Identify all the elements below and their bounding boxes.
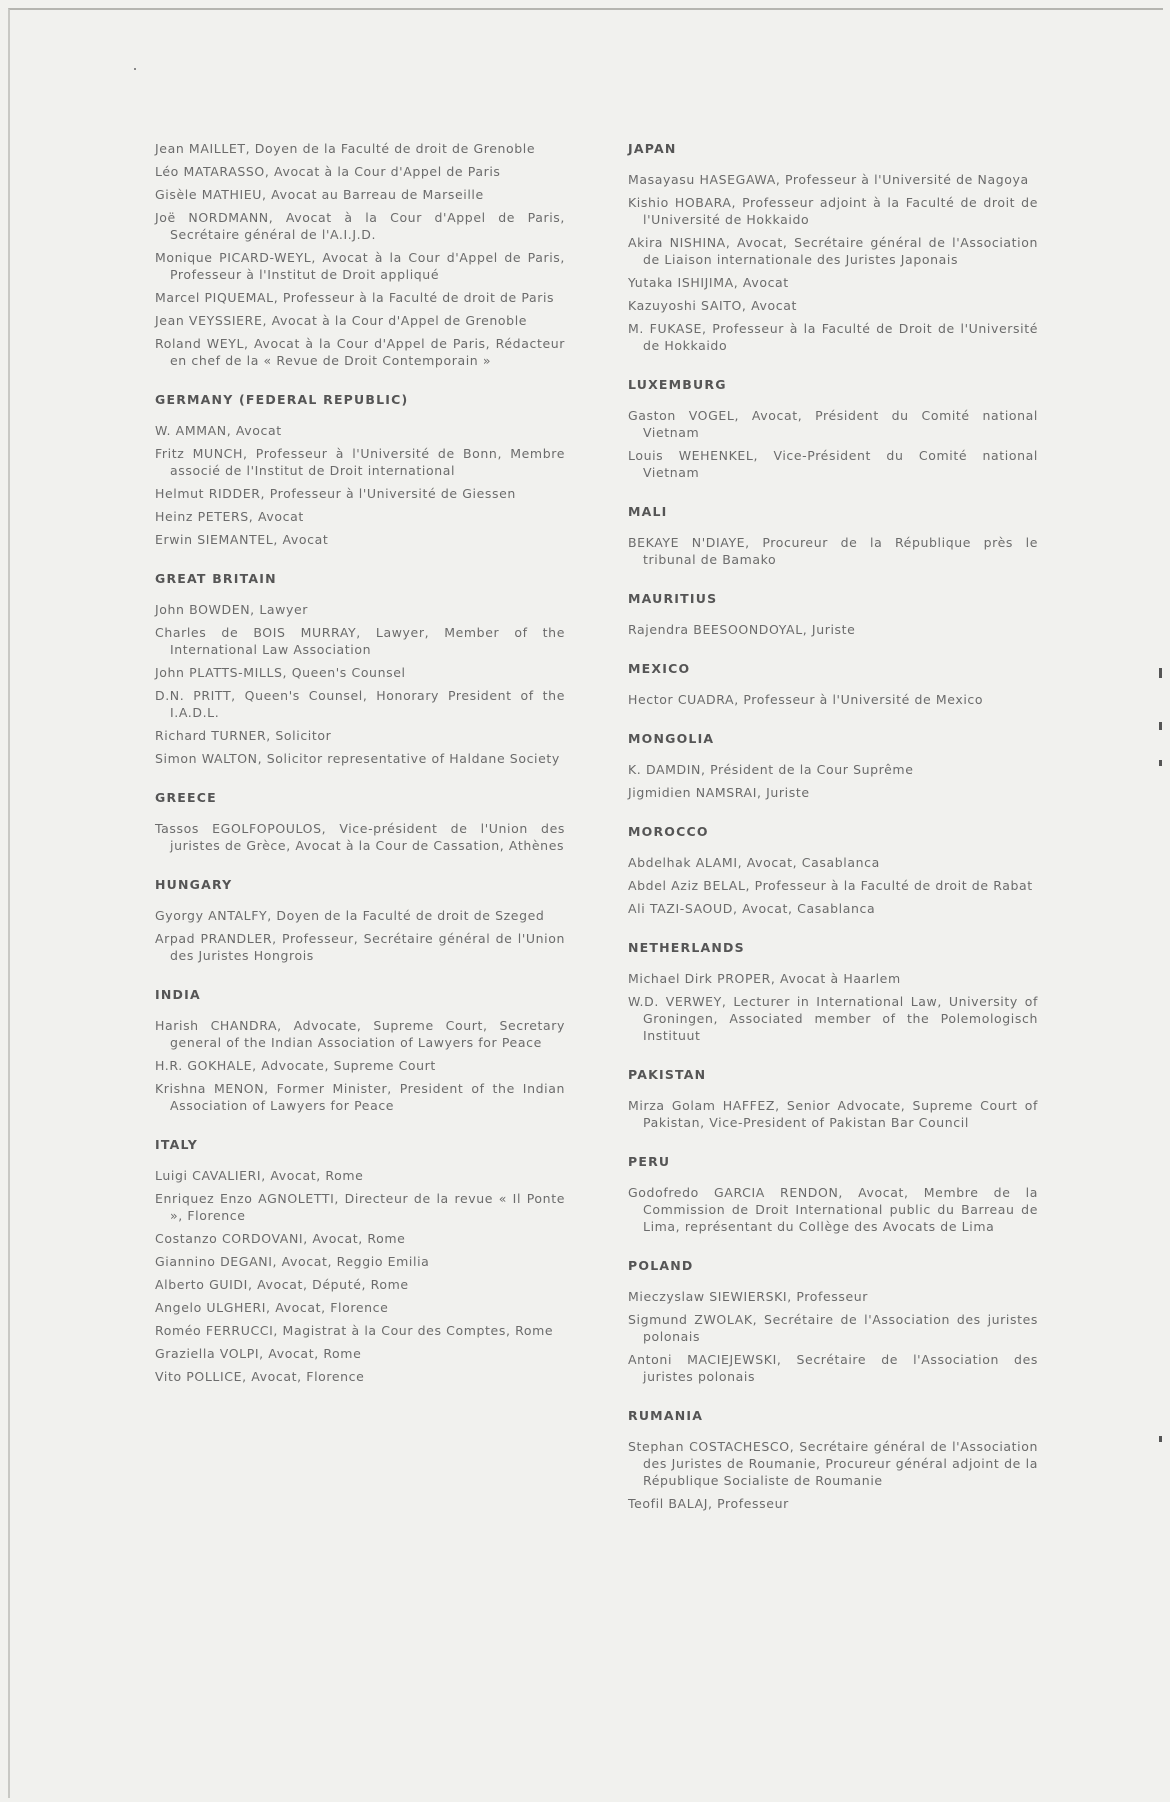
country-heading-mauritius: MAURITIUS [628, 591, 718, 606]
member-entry: Louis WEHENKEL, Vice-Président du Comité national Vietnam [628, 448, 1038, 480]
member-entry: Graziella VOLPI, Avocat, Rome [155, 1346, 362, 1361]
member-entry: Yutaka ISHIJIMA, Avocat [628, 275, 789, 290]
member-entry: Joë NORDMANN, Avocat à la Cour d'Appel de Paris, Secrétaire général de l'A.I.J.D. [155, 210, 565, 242]
member-entry: Kishio HOBARA, Professeur adjoint à la Faculté de droit de l'Université de Hokkaido [628, 195, 1038, 227]
member-entry: Antoni MACIEJEWSKI, Secrétaire de l'Association des juristes polonais [628, 1352, 1038, 1384]
country-heading-poland: POLAND [628, 1258, 694, 1273]
member-entry: Michael Dirk PROPER, Avocat à Haarlem [628, 971, 901, 986]
member-entry: Richard TURNER, Solicitor [155, 728, 332, 743]
country-heading-great-britain: GREAT BRITAIN [155, 571, 277, 586]
member-entry: Mieczyslaw SIEWIERSKI, Professeur [628, 1289, 869, 1304]
member-entry: Abdelhak ALAMI, Avocat, Casablanca [628, 855, 880, 870]
margin-mark [1159, 668, 1162, 678]
member-entry: Krishna MENON, Former Minister, President of the Indian Association of Lawyers for Peace [155, 1081, 565, 1113]
member-entry: M. FUKASE, Professeur à la Faculté de Droit de l'Université de Hokkaido [628, 321, 1038, 353]
country-heading-mali: MALI [628, 504, 668, 519]
member-entry: Jean VEYSSIERE, Avocat à la Cour d'Appel de Grenoble [155, 313, 528, 328]
member-entry: Erwin SIEMANTEL, Avocat [155, 532, 329, 547]
member-entry: Harish CHANDRA, Advocate, Supreme Court, Secretary general of the Indian Association of Lawyers for Peace [155, 1018, 565, 1050]
margin-mark [1159, 760, 1162, 766]
member-entry: Akira NISHINA, Avocat, Secrétaire général de l'Association de Liaison internationale des Juristes Japonais [628, 235, 1038, 267]
country-heading-hungary: HUNGARY [155, 877, 233, 892]
member-entry: Mirza Golam HAFFEZ, Senior Advocate, Supreme Court of Pakistan, Vice-President of Pakistan Bar Council [628, 1098, 1038, 1130]
country-heading-mexico: MEXICO [628, 661, 691, 676]
member-entry: Angelo ULGHERI, Avocat, Florence [155, 1300, 389, 1315]
member-entry: Monique PICARD-WEYL, Avocat à la Cour d'Appel de Paris, Professeur à l'Institut de Droit appliqué [155, 250, 565, 282]
left-column [155, 140, 565, 1391]
member-entry: Luigi CAVALIERI, Avocat, Rome [155, 1168, 364, 1183]
member-entry: Abdel Aziz BELAL, Professeur à la Faculté de droit de Rabat [628, 878, 1033, 893]
member-entry: Jigmidien NAMSRAI, Juriste [628, 785, 810, 800]
member-entry: Ali TAZI-SAOUD, Avocat, Casablanca [628, 901, 876, 916]
member-entry: Kazuyoshi SAITO, Avocat [628, 298, 797, 313]
member-entry: Stephan COSTACHESCO, Secrétaire général de l'Association des Juristes de Roumanie, Procureur général adjoint de la République Socialiste de Roumanie [628, 1439, 1038, 1488]
country-heading-mongolia: MONGOLIA [628, 731, 715, 746]
member-entry: W. AMMAN, Avocat [155, 423, 282, 438]
country-heading-peru: PERU [628, 1154, 671, 1169]
country-heading-greece: GREECE [155, 790, 217, 805]
member-entry: Rajendra BEESOONDOYAL, Juriste [628, 622, 856, 637]
scan-speck [134, 68, 136, 70]
member-entry: Roland WEYL, Avocat à la Cour d'Appel de Paris, Rédacteur en chef de la « Revue de Droit Contemporain » [155, 336, 565, 368]
country-heading-italy: ITALY [155, 1137, 198, 1152]
member-entry: Marcel PIQUEMAL, Professeur à la Faculté de droit de Paris [155, 290, 555, 305]
margin-mark [1159, 722, 1162, 730]
member-entry: Godofredo GARCIA RENDON, Avocat, Membre de la Commission de Droit International public du Barreau de Lima, représentant du Collège des Avocats de Lima [628, 1185, 1038, 1234]
member-entry: Alberto GUIDI, Avocat, Député, Rome [155, 1277, 409, 1292]
member-entry: Heinz PETERS, Avocat [155, 509, 304, 524]
margin-mark [1159, 1436, 1162, 1442]
country-heading-india: INDIA [155, 987, 201, 1002]
member-entry: W.D. VERWEY, Lecturer in International Law, University of Groningen, Associated member of the Polemologisch Instituut [628, 994, 1038, 1043]
member-entry: John PLATTS-MILLS, Queen's Counsel [155, 665, 406, 680]
member-entry: Roméo FERRUCCI, Magistrat à la Cour des Comptes, Rome [155, 1323, 554, 1338]
member-entry: Gaston VOGEL, Avocat, Président du Comité national Vietnam [628, 408, 1038, 440]
member-entry: Teofil BALAJ, Professeur [628, 1496, 789, 1511]
member-entry: Gisèle MATHIEU, Avocat au Barreau de Marseille [155, 187, 484, 202]
member-entry: Enriquez Enzo AGNOLETTI, Directeur de la revue « Il Ponte », Florence [155, 1191, 565, 1223]
country-heading-japan: JAPAN [628, 141, 677, 156]
member-entry: Arpad PRANDLER, Professeur, Secrétaire général de l'Union des Juristes Hongrois [155, 931, 565, 963]
member-entry: BEKAYE N'DIAYE, Procureur de la République près le tribunal de Bamako [628, 535, 1038, 567]
member-entry: Simon WALTON, Solicitor representative of Haldane Society [155, 751, 560, 766]
member-entry: Costanzo CORDOVANI, Avocat, Rome [155, 1231, 406, 1246]
member-entry: D.N. PRITT, Queen's Counsel, Honorary President of the I.A.D.L. [155, 688, 565, 720]
country-heading-germany-federal-republic: GERMANY (FEDERAL REPUBLIC) [155, 392, 409, 407]
country-heading-luxemburg: LUXEMBURG [628, 377, 727, 392]
country-heading-pakistan: PAKISTAN [628, 1067, 707, 1082]
member-entry: H.R. GOKHALE, Advocate, Supreme Court [155, 1058, 436, 1073]
right-column [628, 140, 1038, 1518]
member-entry: Gyorgy ANTALFY, Doyen de la Faculté de droit de Szeged [155, 908, 545, 923]
country-heading-rumania: RUMANIA [628, 1408, 704, 1423]
member-entry: Masayasu HASEGAWA, Professeur à l'Université de Nagoya [628, 172, 1029, 187]
member-entry: Léo MATARASSO, Avocat à la Cour d'Appel de Paris [155, 164, 501, 179]
member-entry: Giannino DEGANI, Avocat, Reggio Emilia [155, 1254, 430, 1269]
member-entry: Sigmund ZWOLAK, Secrétaire de l'Association des juristes polonais [628, 1312, 1038, 1344]
member-entry: K. DAMDIN, Président de la Cour Suprême [628, 762, 914, 777]
member-entry: Vito POLLICE, Avocat, Florence [155, 1369, 365, 1384]
member-entry: Fritz MUNCH, Professeur à l'Université de Bonn, Membre associé de l'Institut de Droit international [155, 446, 565, 478]
member-entry: Charles de BOIS MURRAY, Lawyer, Member of the International Law Association [155, 625, 565, 657]
member-entry: Jean MAILLET, Doyen de la Faculté de droit de Grenoble [155, 141, 536, 156]
member-entry: John BOWDEN, Lawyer [155, 602, 309, 617]
member-entry: Tassos EGOLFOPOULOS, Vice-président de l'Union des juristes de Grèce, Avocat à la Cour de Cassation, Athènes [155, 821, 565, 853]
member-entry: Helmut RIDDER, Professeur à l'Université de Giessen [155, 486, 516, 501]
country-heading-netherlands: NETHERLANDS [628, 940, 745, 955]
member-entry: Hector CUADRA, Professeur à l'Université de Mexico [628, 692, 984, 707]
country-heading-morocco: MOROCCO [628, 824, 709, 839]
